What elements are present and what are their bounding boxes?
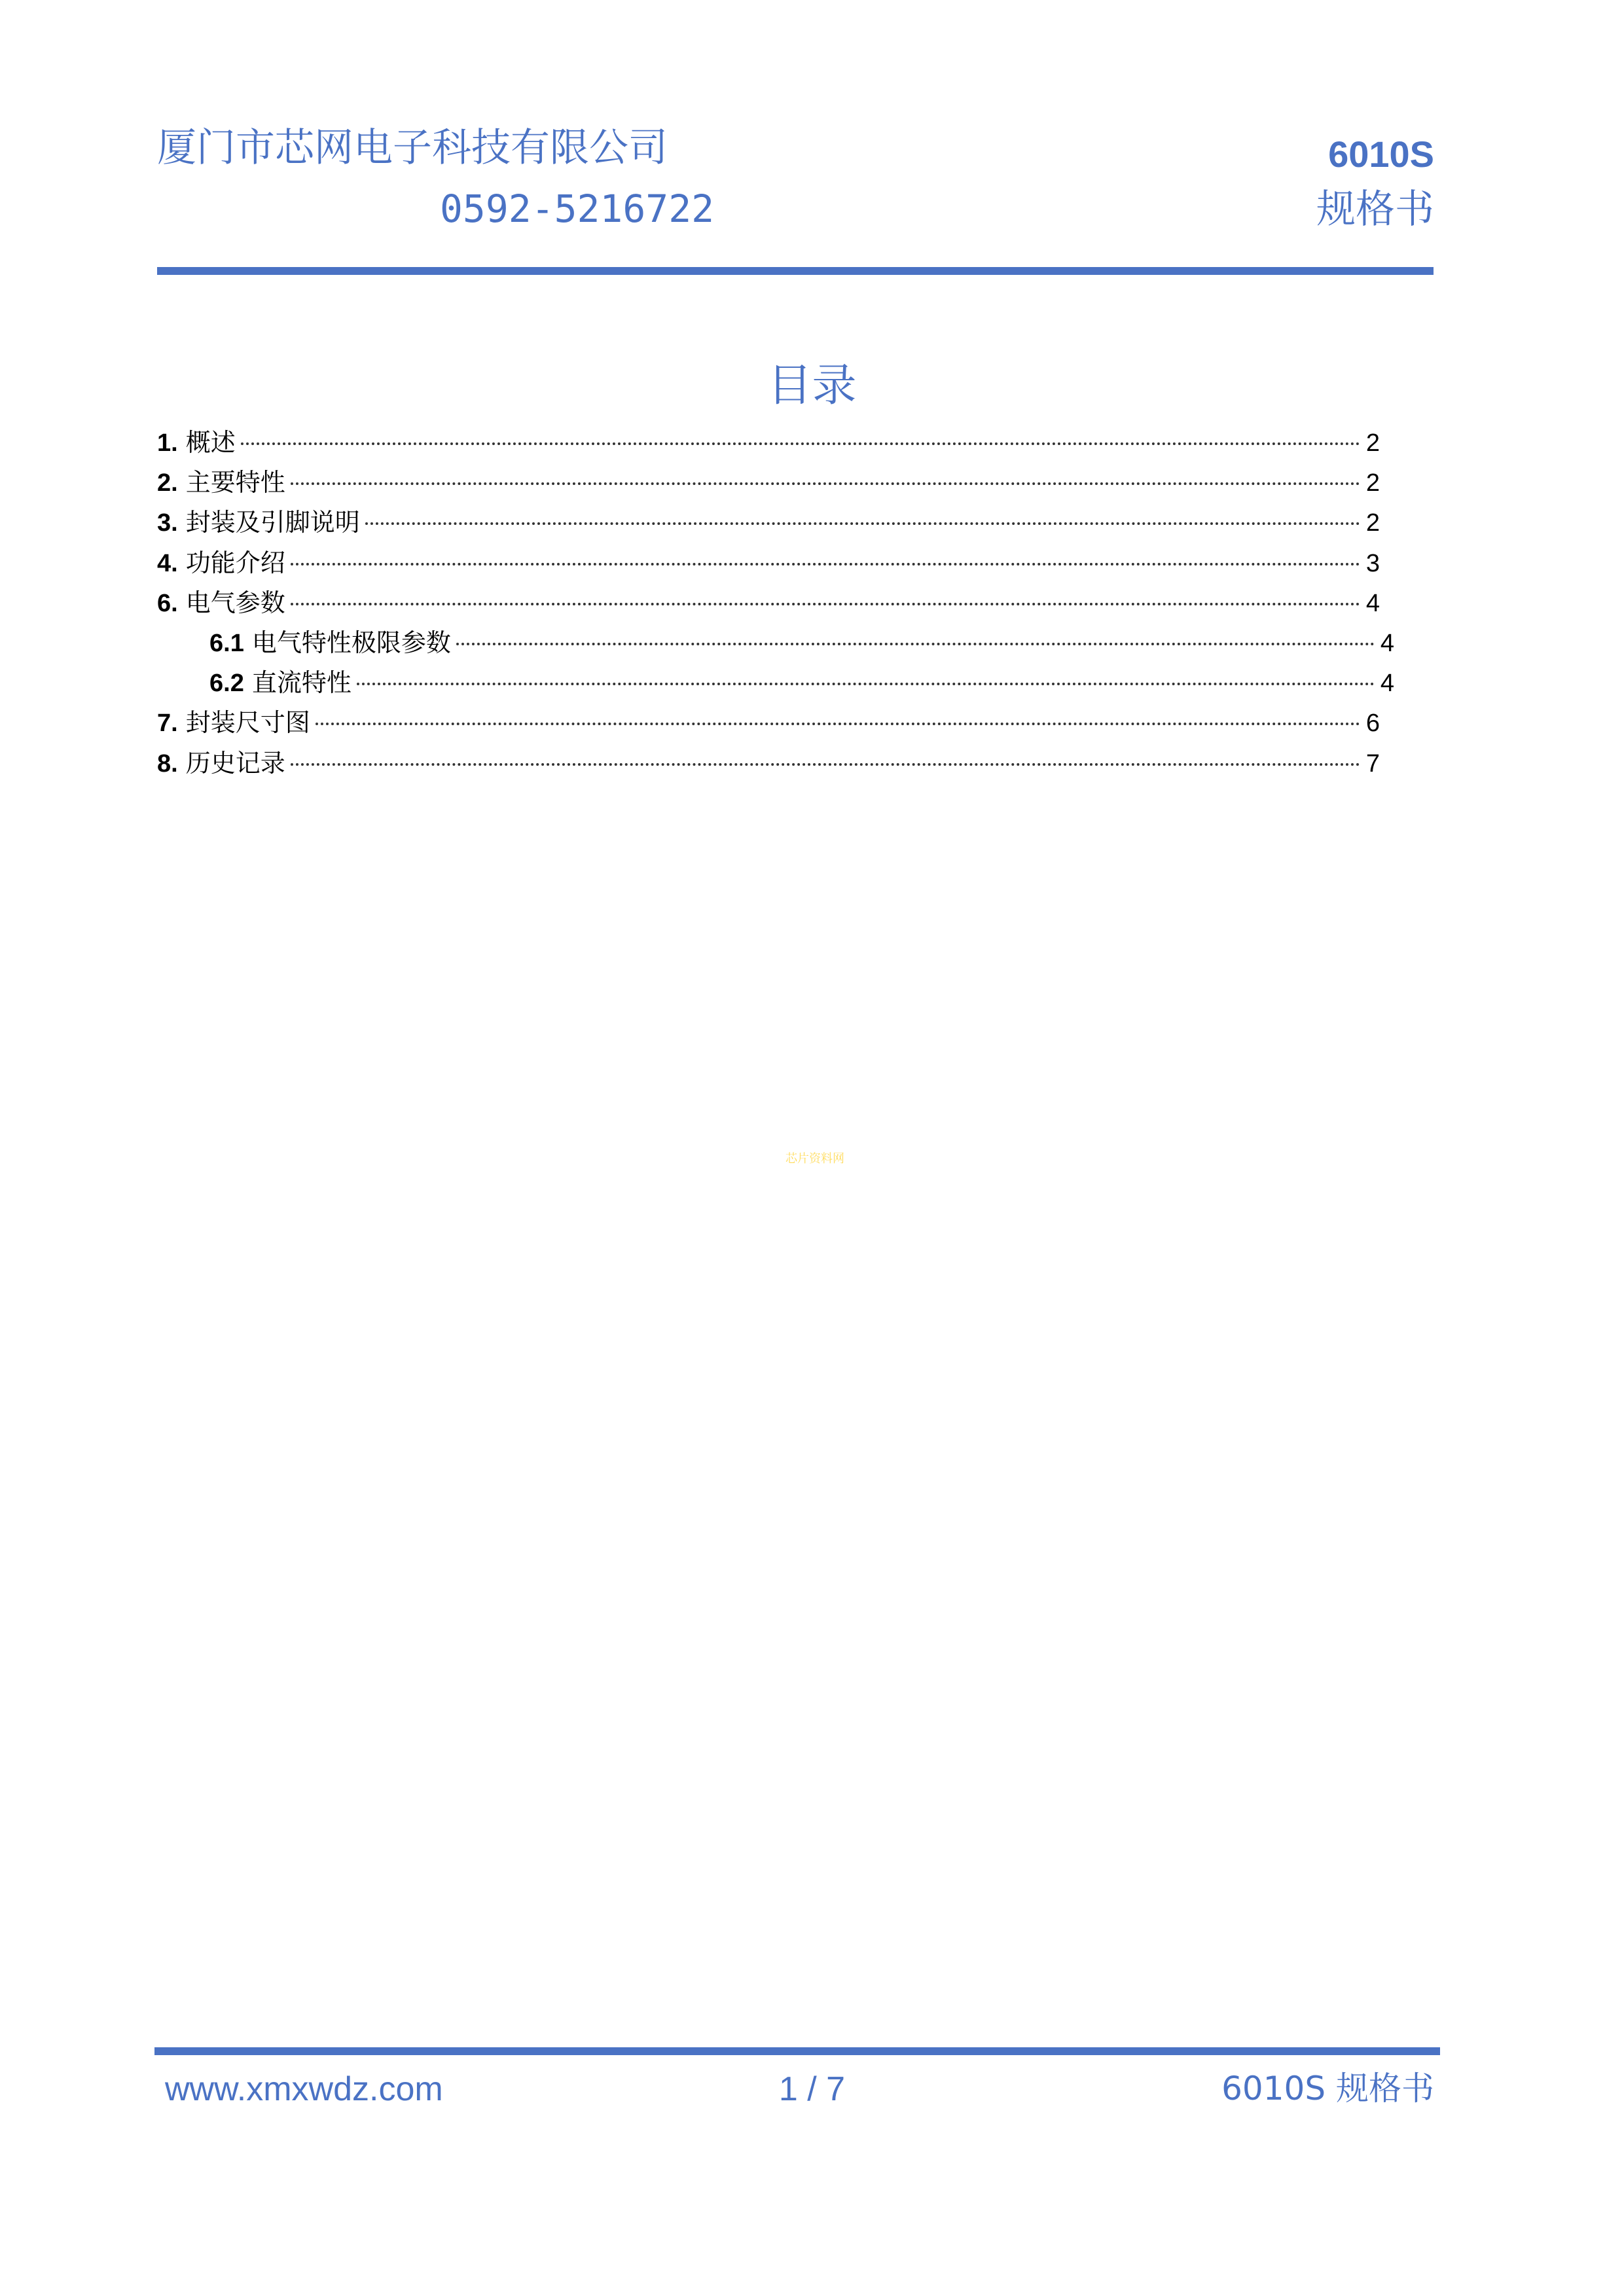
toc-entry-number: 7. <box>157 709 178 738</box>
company-phone: 0592-5216722 <box>440 187 715 231</box>
toc-entry-page: 6 <box>1365 709 1380 738</box>
toc-entry-title: 功能介绍 <box>185 548 285 577</box>
toc-dot-leader <box>291 563 1360 565</box>
toc-entry-features[interactable] <box>157 463 1380 502</box>
toc-entry-number: 6.2 <box>209 670 244 698</box>
toc-dot-leader <box>241 442 1360 445</box>
toc-entry-page: 4 <box>1380 670 1394 698</box>
toc-entry-number: 6. <box>157 589 178 617</box>
toc-entry-absolute-max[interactable] <box>209 623 1394 662</box>
toc-entry-function[interactable] <box>157 543 1380 583</box>
model-number: 6010S <box>1328 134 1434 175</box>
toc-entry-title: 电气特性极限参数 <box>251 628 451 657</box>
watermark: 芯片资料网 <box>785 1152 844 1166</box>
toc-entry-page: 3 <box>1365 549 1380 577</box>
header-divider <box>157 267 1434 275</box>
toc-dot-leader <box>291 603 1360 605</box>
toc-entry-page: 7 <box>1365 749 1380 778</box>
toc-entry-number: 3. <box>157 509 178 537</box>
toc-dot-leader <box>316 723 1360 725</box>
toc-entry-title: 历史记录 <box>185 748 285 778</box>
toc-title: 目录 <box>767 360 857 412</box>
document-type: 规格书 <box>1316 187 1434 232</box>
toc-entry-package-dimensions[interactable] <box>157 703 1380 742</box>
footer-page-indicator: 1 / 7 <box>778 2070 846 2108</box>
toc-entry-number: 6.1 <box>209 630 244 657</box>
footer-document-label: 6010S 规格书 <box>1221 2070 1434 2108</box>
toc-entry-title: 封装尺寸图 <box>185 708 310 738</box>
toc-entry-package-pins[interactable] <box>157 503 1380 542</box>
toc-dot-leader <box>291 482 1360 485</box>
toc-entry-title: 电气参数 <box>185 588 285 617</box>
toc-entry-history[interactable] <box>157 744 1380 783</box>
toc-entry-number: 8. <box>157 749 178 778</box>
toc-entry-overview[interactable] <box>157 423 1380 462</box>
footer-divider <box>154 2047 1440 2055</box>
toc-dot-leader <box>456 643 1375 645</box>
toc-entry-page: 2 <box>1365 429 1380 457</box>
toc-entry-title: 直流特性 <box>251 668 352 698</box>
toc-entry-page: 4 <box>1380 630 1394 657</box>
toc-entry-title: 概述 <box>185 428 236 457</box>
toc-entry-title: 封装及引脚说明 <box>185 508 360 537</box>
toc-dot-leader <box>357 683 1375 685</box>
footer-website-link[interactable]: www.xmxwdz.com <box>165 2070 443 2108</box>
toc-entry-page: 2 <box>1365 509 1380 537</box>
toc-entry-number: 4. <box>157 549 178 577</box>
toc-entry-title: 主要特性 <box>185 468 285 497</box>
toc-entry-number: 2. <box>157 469 178 497</box>
toc-entry-page: 2 <box>1365 469 1380 497</box>
toc-dot-leader <box>365 522 1360 525</box>
toc-entry-number: 1. <box>157 429 178 457</box>
toc-entry-page: 4 <box>1365 589 1380 617</box>
toc-entry-dc-characteristics[interactable] <box>209 663 1394 702</box>
company-name: 厦门市芯网电子科技有限公司 <box>157 125 668 171</box>
toc-dot-leader <box>291 763 1360 766</box>
toc-entry-electrical[interactable] <box>157 583 1380 622</box>
